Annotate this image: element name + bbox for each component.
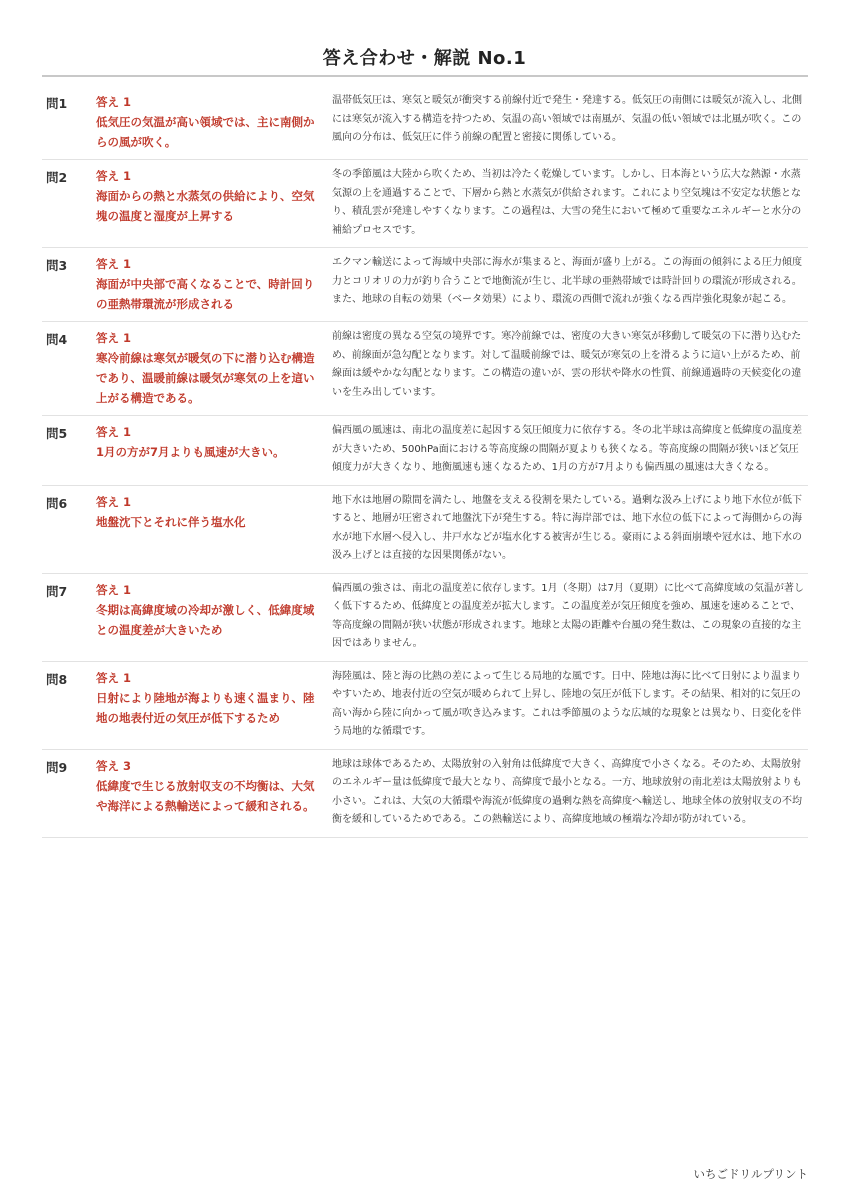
question-number: 問8	[46, 671, 68, 687]
explanation-text: 偏西風の強さは、南北の温度差に依存します。1月（冬期）は7月（夏期）に比べて高緯度域の気温が著しく低下するため、低緯度との温度差が拡大します。この温度差が気圧傾度を強め、風速を速めることで、等高度線の間隔が狭い状態が形成されます。地球と太陽の距離や台風の発生数は、この現象の直接的な主因ではありません。	[332, 582, 804, 649]
answer-text: 寒冷前線は寒気が暖気の下に潜り込む構造であり、温暖前線は暖気が寒気の上を這い上がる構造である。	[96, 351, 315, 405]
question-number: 問9	[46, 759, 68, 775]
answer-row	[42, 416, 808, 486]
answer-row	[42, 574, 808, 662]
question-number: 問6	[46, 495, 68, 511]
answer-block	[96, 422, 328, 478]
answer-row	[42, 322, 808, 416]
answer-text: 低緯度で生じる放射収支の不均衡は、大気や海洋による熱輸送によって緩和される。	[96, 778, 315, 813]
answer-row	[42, 662, 808, 750]
answer-block	[96, 254, 328, 314]
answer-label: 答え 1	[96, 257, 132, 271]
answer-list	[42, 86, 808, 838]
answer-text: 海面が中央部で高くなることで、時計回りの亜熱帯環流が形成される	[96, 277, 315, 311]
explanation-text: 冬の季節風は大陸から吹くため、当初は冷たく乾燥しています。しかし、日本海という広大な熱源・水蒸気源の上を通過することで、下層から熱と水蒸気が供給されます。これにより空気塊は不安定な状態となり、積乱雲が発達しやすくなります。この過程は、大雪の発生において極めて重要なエネルギーと水分の補給プロセスです。	[332, 169, 802, 236]
answer-block	[96, 92, 328, 152]
answer-row	[42, 160, 808, 248]
answer-row	[42, 86, 808, 160]
question-number: 問5	[46, 426, 68, 441]
question-number: 問1	[46, 96, 68, 111]
explanation-text: エクマン輸送によって海域中央部に海水が集まると、海面が盛り上がる。この海面の傾斜による圧力傾度力とコリオリの力が釣り合うことで地衡流が生じ、北半球の亜熱帯域では時計回りの環流が形成される。また、地球の自転の効果（ベータ効果）により、環流の西側で流れが強くなる西岸強化現象が起こる。	[332, 257, 802, 305]
answer-label: 答え 1	[96, 95, 132, 109]
answer-block	[96, 580, 328, 654]
footer-brand: いちごドリルプリント	[693, 1167, 808, 1181]
question-number: 問2	[46, 170, 68, 185]
answer-label: 答え 1	[96, 494, 132, 509]
answer-label: 答え 1	[96, 169, 132, 183]
answer-row	[42, 750, 808, 838]
answer-text: 地盤沈下とそれに伴う塩水化	[96, 514, 246, 529]
answer-label: 答え 3	[96, 758, 132, 773]
answer-block	[96, 756, 328, 830]
answer-block	[96, 668, 328, 742]
answer-label: 答え 1	[96, 582, 132, 597]
answer-block	[96, 166, 328, 240]
answer-block	[96, 328, 328, 408]
answer-row	[42, 248, 808, 322]
answer-label: 答え 1	[96, 331, 132, 345]
explanation-text: 海陸風は、陸と海の比熱の差によって生じる局地的な風です。日中、陸地は海に比べて日射により温まりやすいため、地表付近の空気が暖められて上昇し、陸地の気圧が低下します。その結果、相対的に気圧の高い海から陸に向かって風が吹き込みます。これは季節風のような広域的な現象とは異なり、日変化を伴う局地的な循環です。	[332, 670, 802, 737]
answer-label: 答え 1	[96, 425, 132, 439]
answer-text: 日射により陸地が海よりも速く温まり、陸地の地表付近の気圧が低下するため	[96, 690, 315, 725]
explanation-text: 地球は球体であるため、太陽放射の入射角は低緯度で大きく、高緯度で小さくなる。そのため、太陽放射のエネルギー量は低緯度で最大となり、高緯度で最小となる。一方、地球放射の南北差は太陽放射よりも小さい。これは、大気の大循環や海流が低緯度の過剰な熱を高緯度へ輸送し、地球全体の放射収支の不均衡を緩和しているためである。この熱輸送により、高緯度地域の極端な冷却が防がれている。	[332, 758, 802, 825]
answer-text: 1月の方が7月よりも風速が大きい。	[96, 445, 285, 459]
question-number: 問4	[46, 332, 68, 347]
title-divider	[42, 75, 808, 77]
question-number: 問3	[46, 258, 68, 273]
answer-label: 答え 1	[96, 670, 132, 685]
answer-text: 海面からの熱と水蒸気の供給により、空気塊の温度と湿度が上昇する	[96, 189, 315, 223]
explanation-text: 地下水は地層の隙間を満たし、地盤を支える役割を果たしている。過剰な汲み上げにより地下水位が低下すると、地層が圧密されて地盤沈下が発生する。特に海岸部では、地下水位の低下によって海側からの海水が地下水層へ侵入し、井戸水などが塩水化する被害が生じる。豪雨による斜面崩壊や冠水は、地下水の汲み上げとは直接的な因果関係がない。	[332, 494, 802, 561]
page-title: 答え合わせ・解説 No.1	[322, 48, 527, 69]
question-number: 問7	[46, 583, 68, 599]
answer-block	[96, 492, 328, 566]
explanation-text: 温帯低気圧は、寒気と暖気が衝突する前線付近で発生・発達する。低気圧の南側には暖気が流入し、北側には寒気が流入する構造を持つため、気温の高い領域では南風が、気温の低い領域では北風が吹く。この風向の分布は、低気圧に伴う前線の配置と密接に関係している。	[332, 95, 802, 143]
answer-text: 低気圧の気温が高い領域では、主に南側からの風が吹く。	[96, 115, 315, 149]
answer-text: 冬期は高緯度域の冷却が激しく、低緯度域との温度差が大きいため	[96, 602, 315, 637]
explanation-text: 偏西風の風速は、南北の温度差に起因する気圧傾度力に依存する。冬の北半球は高緯度と低緯度の温度差が大きいため、500hPa面における等高度線の間隔が夏よりも狭くなる。等高度線の間隔が狭いほど気圧傾度力が大きくなり、地衡風速も速くなるため、1月の方が7月よりも偏西風の風速は大きくなる。	[332, 425, 802, 473]
answer-row	[42, 486, 808, 574]
explanation-text: 前線は密度の異なる空気の境界です。寒冷前線では、密度の大きい寒気が移動して暖気の下に潜り込むため、前線面が急勾配となります。対して温暖前線では、暖気が寒気の上を滑るように這い上がるため、前線面は緩やかな勾配となります。この構造の違いが、雲の形状や降水の性質、前線通過時の天候変化の違いを生み出しています。	[332, 331, 802, 398]
